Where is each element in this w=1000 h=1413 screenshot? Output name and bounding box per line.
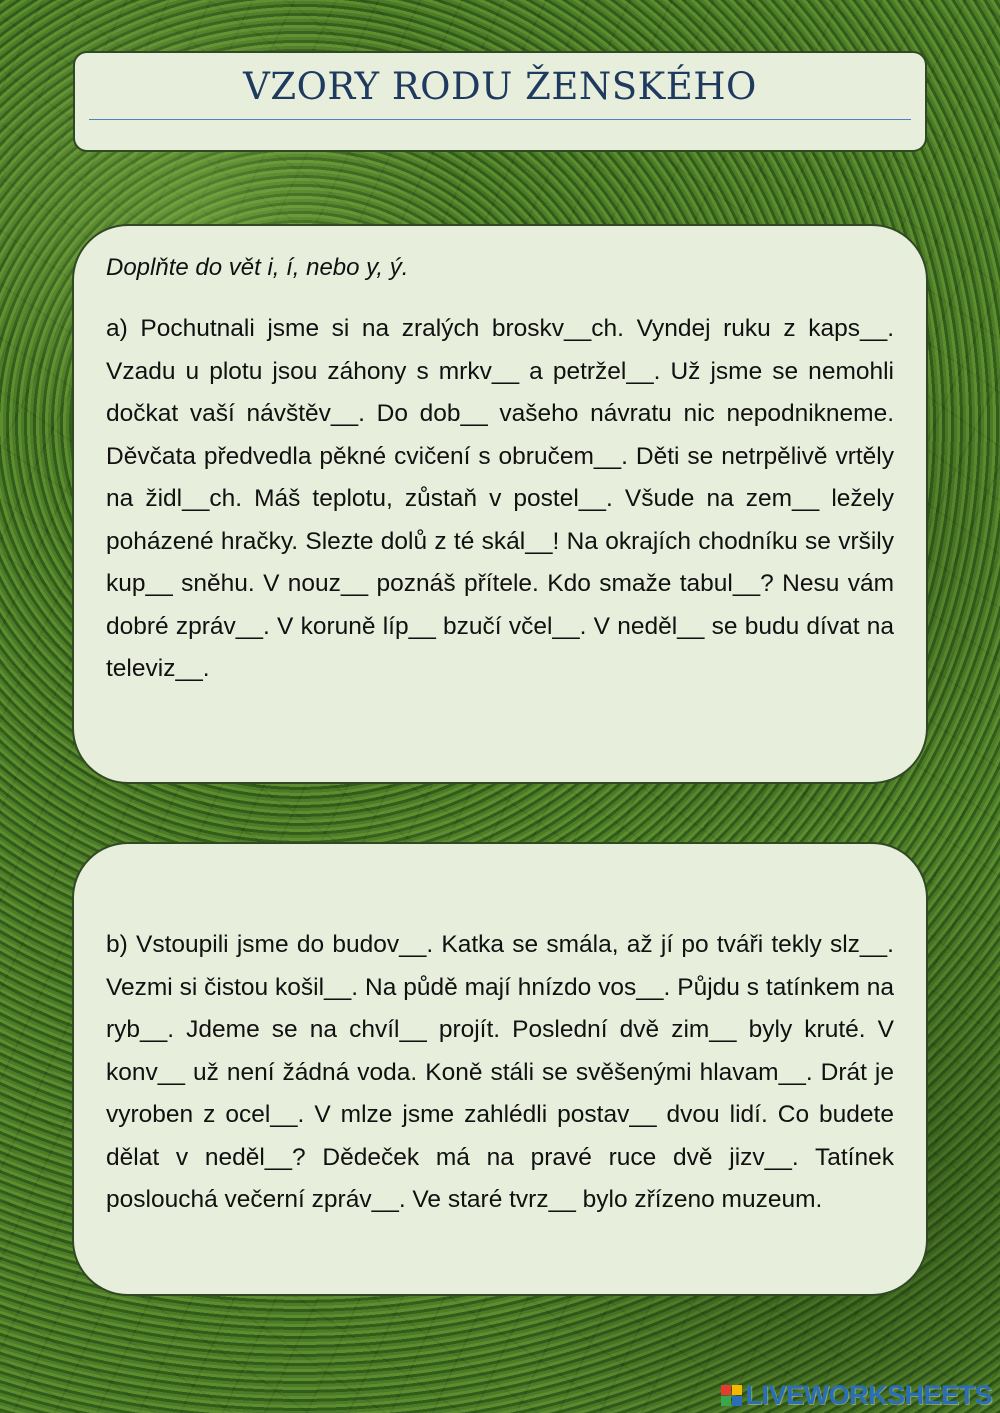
logo-square-red bbox=[721, 1385, 731, 1395]
exercise-a-text: a) Pochutnali jsme si na zralých broskv__ch. Vyndej ruku z kaps__. Vzadu u plotu jsou záhony s mrkv__ a petržel__. Už jsme se nemohli dočkat vaší návštěv__. Do dob__ vašeho návratu nic nepodnikneme. Děvčata předvedla pěkné cvičení s obručem__. Děti se netrpělivě vrtěly na židl__ch. Máš teplotu, zůstaň v postel__. Všude na zem__ ležely poházené hračky. Slezte dolů z té skál__! Na okrajích chodníku se vršily kup__ sněhu. V nouz__ poznáš přítele. Kdo smaže tabul__? Nesu vám dobré zpráv__. V koruně líp__ bzučí včel__. V neděl__ se budu dívat na televiz__. bbox=[106, 315, 894, 682]
liveworksheets-wordmark: LIVEWORKSHEETS bbox=[745, 1380, 992, 1410]
exercise-a-box bbox=[72, 224, 928, 784]
liveworksheets-logo-icon bbox=[721, 1385, 742, 1406]
page-title: VZORY RODU ŽENSKÉHO bbox=[243, 65, 757, 108]
logo-square-blue bbox=[732, 1396, 742, 1406]
title-underline bbox=[89, 119, 911, 120]
logo-square-green bbox=[721, 1396, 731, 1406]
exercise-b-text: b) Vstoupili jsme do budov__. Katka se smála, až jí po tváři tekly slz__. Vezmi si čistou košil__. Na půdě mají hnízdo vos__. Půjdu s tatínkem na ryb__. Jdeme se na chvíl__ projít. Poslední dvě zim__ byly kruté. V konv__ už není žádná voda. Koně stáli se svěšenými hlavam__. Drát je vyroben z ocel__. V mlze jsme zahlédli postav__ dvou lidí. Co budete dělat v neděl__? Dědeček má na pravé ruce dvě jizv__. Tatínek poslouchá večerní zpráv__. Ve staré tvrz__ bylo zřízeno muzeum. bbox=[106, 931, 894, 1213]
liveworksheets-logo bbox=[721, 1380, 992, 1411]
logo-square-yellow bbox=[732, 1385, 742, 1395]
instruction-text: Doplňte do vět i, í, nebo y, ý. bbox=[106, 254, 409, 281]
exercise-b-box bbox=[72, 842, 928, 1296]
title-panel bbox=[73, 51, 927, 152]
